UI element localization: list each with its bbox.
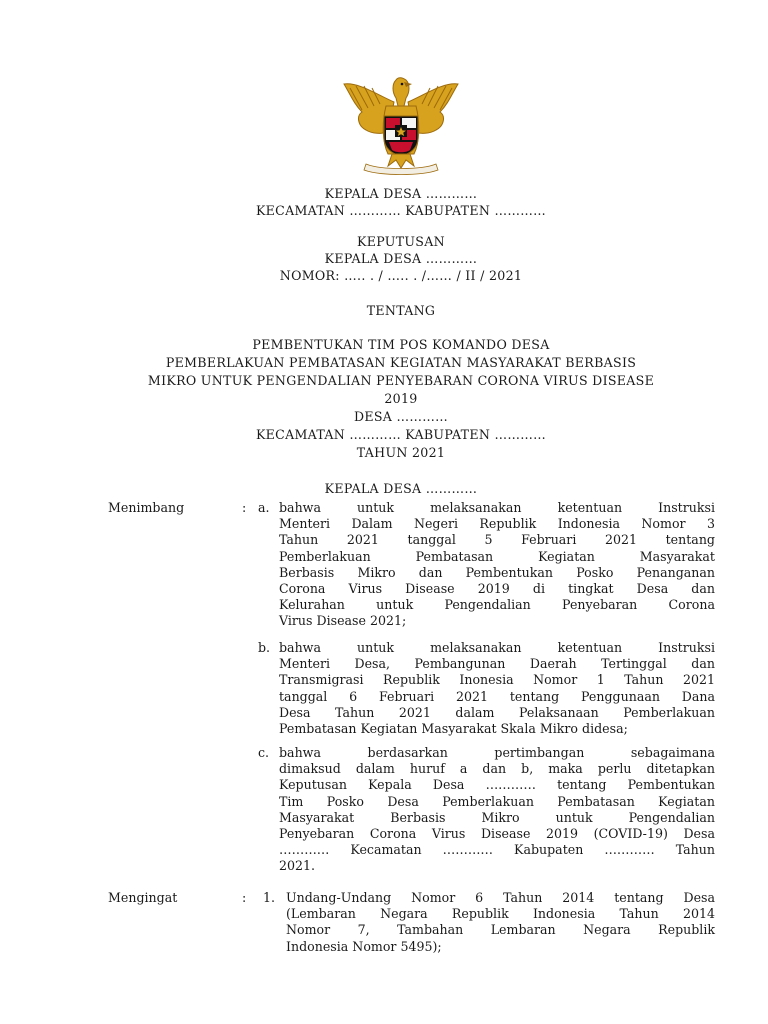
text-line: Menteri Dalam Negeri Republik Indonesia Nomor 3 (279, 516, 715, 532)
menimbang-label: Menimbang (108, 500, 185, 515)
text-line: Berbasis Mikro dan Pembentukan Posko Penanganan (279, 564, 715, 580)
text-line: Tahun 2021 tanggal 5 Februari 2021 tentang (279, 532, 715, 548)
text-line: tanggal 6 Februari 2021 tentang Penggunaan Dana (279, 688, 715, 704)
text-line: Kelurahan untuk Pengendalian Penyebaran Corona (279, 597, 715, 613)
about-label: TENTANG (366, 303, 436, 318)
text-line: Menteri Desa, Pembangunan Daerah Tertinggal dan (279, 656, 715, 672)
decree-number: NOMOR: ….. . / ….. . /…… / II / 2021 (279, 268, 523, 283)
menimbang-item-c (279, 745, 715, 875)
text-line: Nomor 7, Tambahan Lembaran Negara Republik (286, 922, 715, 938)
about-line: TAHUN 2021 (356, 445, 446, 460)
decree-title: KEPUTUSAN (357, 234, 445, 249)
about-line: 2019 (384, 391, 418, 406)
item-marker: c. (258, 745, 270, 760)
text-line: Virus Disease 2021; (279, 613, 407, 629)
header-district-regency: KECAMATAN ………… KABUPATEN ………… (255, 203, 547, 218)
menimbang-item-b (279, 640, 715, 737)
text-line: dimaksud dalam huruf a dan b, maka perlu ditetapkan (279, 761, 715, 777)
text-line: 2021. (279, 858, 316, 874)
text-line: Desa Tahun 2021 dalam Pelaksanaan Pemberlakuan (279, 704, 715, 720)
mengingat-item-1 (286, 890, 715, 955)
about-line: PEMBERLAKUAN PEMBATASAN KEGIATAN MASYARAKAT BERBASIS (165, 355, 637, 370)
about-line: DESA ………… (353, 409, 449, 424)
text-line: Tim Posko Desa Pemberlakuan Pembatasan Kegiatan (279, 793, 715, 809)
decree-issuer: KEPALA DESA ………… (324, 251, 478, 266)
text-line: bahwa untuk melaksanakan ketentuan Instruksi (279, 640, 715, 655)
text-line: Transmigrasi Republik Inonesia Nomor 1 Tahun 2021 (279, 672, 715, 688)
header-village-head: KEPALA DESA ………… (324, 186, 478, 201)
text-line: Pemberlakuan Pembatasan Kegiatan Masyarakat (279, 548, 715, 564)
text-line: Keputusan Kepala Desa ………… tentang Pembentukan (279, 777, 715, 793)
text-line: bahwa untuk melaksanakan ketentuan Instruksi (279, 500, 715, 515)
authority-heading: KEPALA DESA ………… (324, 481, 478, 496)
text-line: ………… Kecamatan ………… Kabupaten ………… Tahun (279, 842, 715, 858)
text-line: Undang-Undang Nomor 6 Tahun 2014 tentang Desa (286, 890, 715, 905)
text-line: Pembatasan Kegiatan Masyarakat Skala Mikro didesa; (279, 720, 628, 736)
item-marker: a. (258, 500, 270, 515)
text-line: bahwa berdasarkan pertimbangan sebagaimana (279, 745, 715, 760)
about-line: KECAMATAN ………… KABUPATEN ………… (255, 427, 547, 442)
mengingat-label: Mengingat (108, 890, 178, 905)
text-line: Indonesia Nomor 5495); (286, 938, 442, 954)
item-marker: b. (258, 640, 271, 655)
about-line: PEMBENTUKAN TIM POS KOMANDO DESA (252, 337, 550, 352)
text-line: Corona Virus Disease 2019 di tingkat Desa dan (279, 580, 715, 596)
item-marker: 1. (263, 890, 276, 905)
garuda-emblem-icon (336, 72, 466, 178)
text-line: Masyarakat Berbasis Mikro untuk Pengendalian (279, 809, 715, 825)
menimbang-item-a (279, 500, 715, 630)
text-line: Penyebaran Corona Virus Disease 2019 (COVID-19) Desa (279, 825, 715, 841)
mengingat-colon: : (242, 890, 247, 905)
menimbang-colon: : (242, 500, 247, 515)
text-line: (Lembaran Negara Republik Indonesia Tahun 2014 (286, 906, 715, 922)
about-line: MIKRO UNTUK PENGENDALIAN PENYEBARAN CORONA VIRUS DISEASE (147, 373, 655, 388)
